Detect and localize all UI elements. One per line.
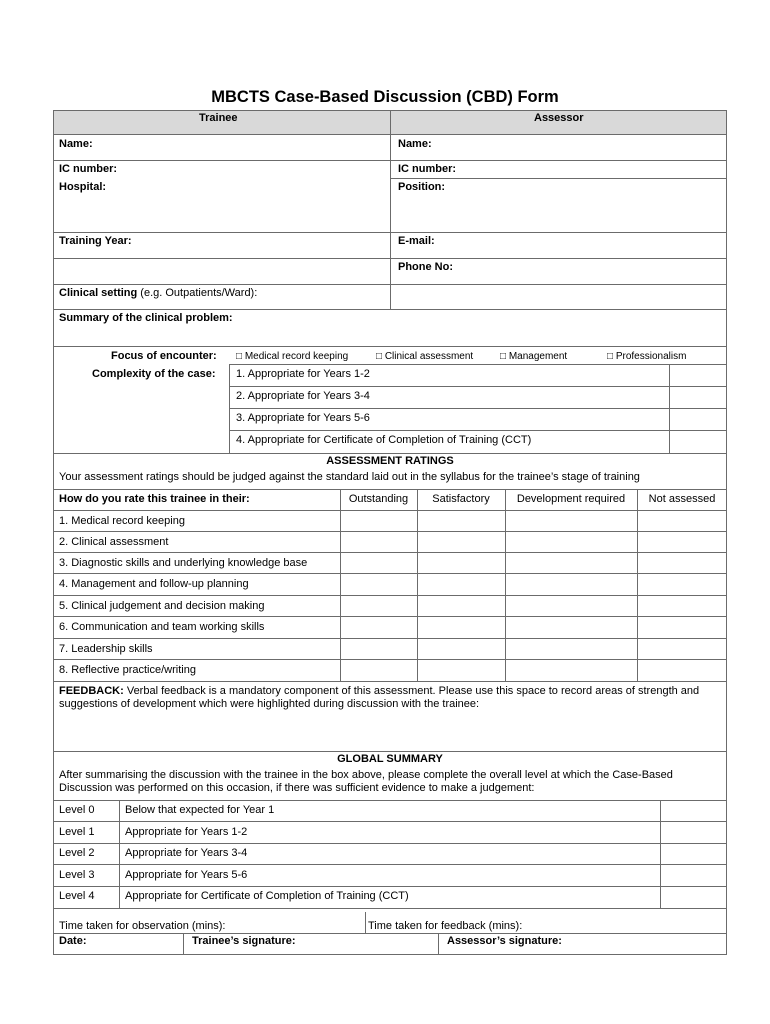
ratings-question: How do you rate this trainee in their: (59, 493, 250, 505)
rating-item: 5. Clinical judgement and decision making (59, 600, 265, 612)
global-summary-title: GLOBAL SUMMARY (337, 753, 443, 765)
global-summary-text: After summarising the discussion with the trainee in the box above, please complete the overall level at which the Case-Based Discussion was performed on this occasion, if there was sufficient evidence to make a judgement: (59, 769, 673, 794)
ratings-title: ASSESSMENT RATINGS (326, 455, 454, 467)
assessor-email-field[interactable]: E-mail: (398, 235, 435, 247)
level-description: Below that expected for Year 1 (125, 804, 275, 816)
level-description: Appropriate for Years 3-4 (125, 847, 248, 859)
complexity-option-3[interactable]: 3. Appropriate for Years 5-6 (236, 412, 370, 424)
assessor-header: Assessor (534, 112, 584, 124)
time-feedback-field[interactable]: Time taken for feedback (mins): (368, 920, 523, 932)
level-description: Appropriate for Years 1-2 (125, 826, 248, 838)
level-label: Level 3 (59, 869, 95, 881)
rating-item: 8. Reflective practice/writing (59, 664, 196, 676)
column-development-required: Development required (516, 493, 626, 505)
assessor-ic-field[interactable]: IC number: (398, 163, 457, 175)
column-outstanding: Outstanding (348, 493, 409, 505)
time-observation-field[interactable]: Time taken for observation (mins): (59, 920, 226, 932)
level-description: Appropriate for Certificate of Completion of Training (CCT) (125, 890, 409, 902)
rating-item: 7. Leadership skills (59, 643, 153, 655)
focus-option-management[interactable]: □ Management (500, 351, 568, 362)
focus-option-professionalism[interactable]: □ Professionalism (607, 351, 687, 362)
column-satisfactory: Satisfactory (432, 493, 490, 505)
assessor-position-field[interactable]: Position: (398, 181, 446, 193)
rating-item: 2. Clinical assessment (59, 536, 169, 548)
trainee-header: Trainee (199, 112, 238, 124)
trainee-training-year-field[interactable]: Training Year: (59, 235, 132, 247)
complexity-option-2[interactable]: 2. Appropriate for Years 3-4 (236, 390, 370, 402)
clinical-setting-field[interactable] (59, 287, 257, 300)
trainee-name-field[interactable]: Name: (59, 138, 93, 150)
feedback-instructions (59, 685, 729, 711)
column-not-assessed: Not assessed (648, 493, 716, 505)
focus-option-medical-record[interactable]: □ Medical record keeping (236, 351, 349, 362)
clinical-setting-hint: (e.g. Outpatients/Ward): (137, 287, 258, 299)
ratings-subtitle: Your assessment ratings should be judged against the standard laid out in the syllabus for the trainee’s stage of training (59, 471, 640, 483)
date-field[interactable]: Date: (59, 935, 87, 947)
trainee-ic-field[interactable]: IC number: (59, 163, 118, 175)
complexity-option-1[interactable]: 1. Appropriate for Years 1-2 (236, 368, 370, 380)
focus-label: Focus of encounter: (111, 350, 217, 362)
rating-item: 1. Medical record keeping (59, 515, 185, 527)
clinical-setting-label: Clinical setting (59, 287, 138, 299)
assessor-phone-field[interactable]: Phone No: (398, 261, 453, 273)
level-label: Level 4 (59, 890, 95, 902)
level-label: Level 1 (59, 826, 95, 838)
trainee-signature-field[interactable]: Trainee’s signature: (192, 935, 296, 947)
level-description: Appropriate for Years 5-6 (125, 869, 248, 881)
assessor-signature-field[interactable]: Assessor’s signature: (447, 935, 562, 947)
feedback-text: Verbal feedback is a mandatory component of this assessment. Please use this space to record areas of strength and suggestions of development which were highlighted during discussion with the trainee: (59, 685, 700, 710)
level-label: Level 2 (59, 847, 95, 859)
rating-item: 6. Communication and team working skills (59, 621, 265, 633)
complexity-label: Complexity of the case: (92, 368, 216, 380)
feedback-label: FEEDBACK: (59, 685, 124, 697)
trainee-hospital-field[interactable]: Hospital: (59, 181, 107, 193)
assessor-name-field[interactable]: Name: (398, 138, 432, 150)
rating-item: 4. Management and follow-up planning (59, 578, 249, 590)
rating-item: 3. Diagnostic skills and underlying knowledge base (59, 557, 308, 569)
form-title: MBCTS Case-Based Discussion (CBD) Form (211, 88, 559, 106)
summary-label: Summary of the clinical problem: (59, 312, 233, 324)
level-label: Level 0 (59, 804, 95, 816)
focus-option-clinical-assessment[interactable]: □ Clinical assessment (376, 351, 474, 362)
complexity-option-4[interactable]: 4. Appropriate for Certificate of Completion of Training (CCT) (236, 434, 532, 446)
